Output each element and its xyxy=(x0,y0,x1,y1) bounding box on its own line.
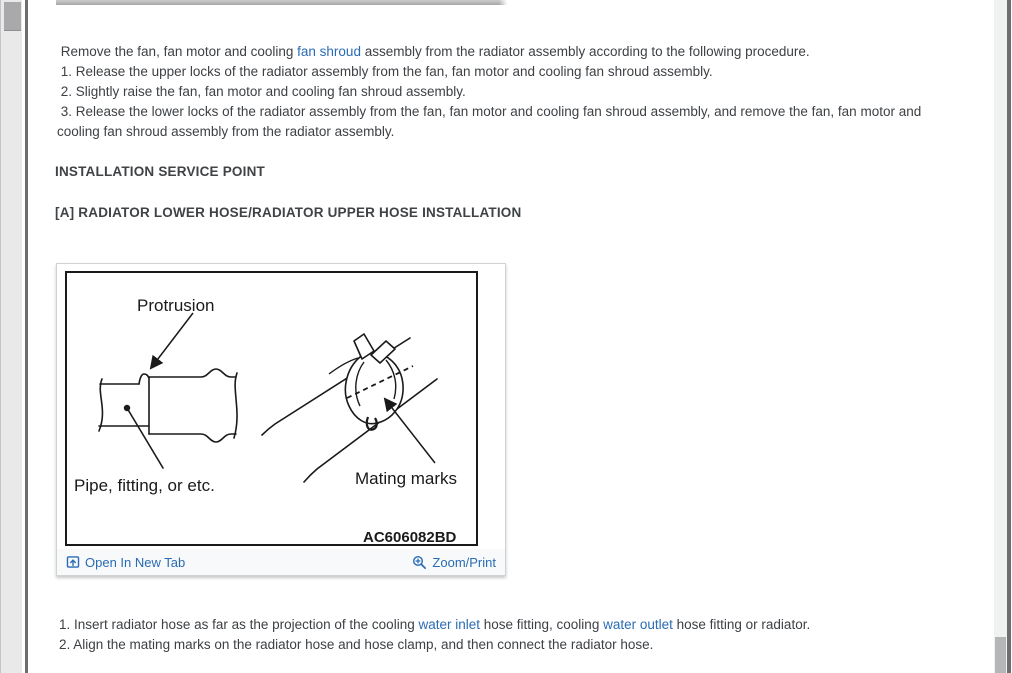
installation-service-point-heading: INSTALLATION SERVICE POINT xyxy=(55,164,265,179)
removal-step-3: 3. Release the lower locks of the radiator assembly from the fan, fan motor and cooling fan shroud assembly, and remove the fan, fan motor and cooling fan shroud assembly from the radiator assembly. xyxy=(57,104,925,139)
open-in-new-tab-link[interactable] xyxy=(66,555,185,570)
scrolled-header-divider xyxy=(56,0,507,5)
left-scrollbar-thumb[interactable] xyxy=(4,2,21,31)
pipe-callout-dot xyxy=(124,405,130,411)
zoom-print-label: Zoom/Print xyxy=(432,554,496,570)
divider-fade xyxy=(499,0,507,5)
radiator-hose-installation-heading: [A] RADIATOR LOWER HOSE/RADIATOR UPPER HOSE INSTALLATION xyxy=(55,205,522,220)
right-scrollbar-track[interactable] xyxy=(994,0,1007,673)
zoom-in-icon xyxy=(412,555,427,570)
install-step-1 xyxy=(59,615,967,635)
text-segment: hose fitting or radiator. xyxy=(672,617,811,632)
text-segment: Remove the fan, fan motor and cooling xyxy=(57,44,298,59)
removal-step-1: 1. Release the upper locks of the radiator assembly from the fan, fan motor and cooling fan shroud assembly. xyxy=(57,64,713,79)
figure-code-label: AC606082BD xyxy=(363,529,457,546)
diagram-svg xyxy=(65,271,478,546)
removal-step-2: 2. Slightly raise the fan, fan motor and cooling fan shroud assembly. xyxy=(57,84,466,99)
text-segment: 1. Insert radiator hose as far as the projection of the cooling xyxy=(59,617,419,632)
left-scrollbar-track[interactable] xyxy=(0,0,22,673)
open-in-new-tab-label: Open In New Tab xyxy=(85,554,186,570)
figure-action-bar xyxy=(57,549,505,575)
text-segment: hose fitting, cooling xyxy=(480,617,604,632)
installation-steps-block xyxy=(59,615,967,655)
intro-paragraph xyxy=(57,42,963,62)
inline-link[interactable]: fan shroud xyxy=(297,44,361,59)
text-segment: 2. Align the mating marks on the radiator hose and hose clamp, and then connect the radiator hose. xyxy=(59,637,654,652)
install-step-2 xyxy=(59,635,967,655)
right-scrollbar-thumb[interactable] xyxy=(995,637,1006,673)
pipe-fitting-label: Pipe, fitting, or etc. xyxy=(74,476,215,495)
mating-marks-label: Mating marks xyxy=(355,469,458,488)
inline-link[interactable]: water inlet xyxy=(418,617,480,632)
inline-link[interactable]: water outlet xyxy=(603,617,673,632)
removal-procedure-block xyxy=(57,42,963,142)
radiator-hose-diagram xyxy=(65,271,478,546)
figure-card xyxy=(56,263,506,576)
panel-divider-right xyxy=(1007,0,1011,673)
open-in-new-tab-icon xyxy=(66,555,80,569)
text-segment: assembly from the radiator assembly according to the following procedure. xyxy=(360,44,810,59)
protrusion-label: Protrusion xyxy=(137,296,215,315)
zoom-print-link[interactable] xyxy=(412,555,496,570)
panel-divider-left xyxy=(25,0,28,673)
